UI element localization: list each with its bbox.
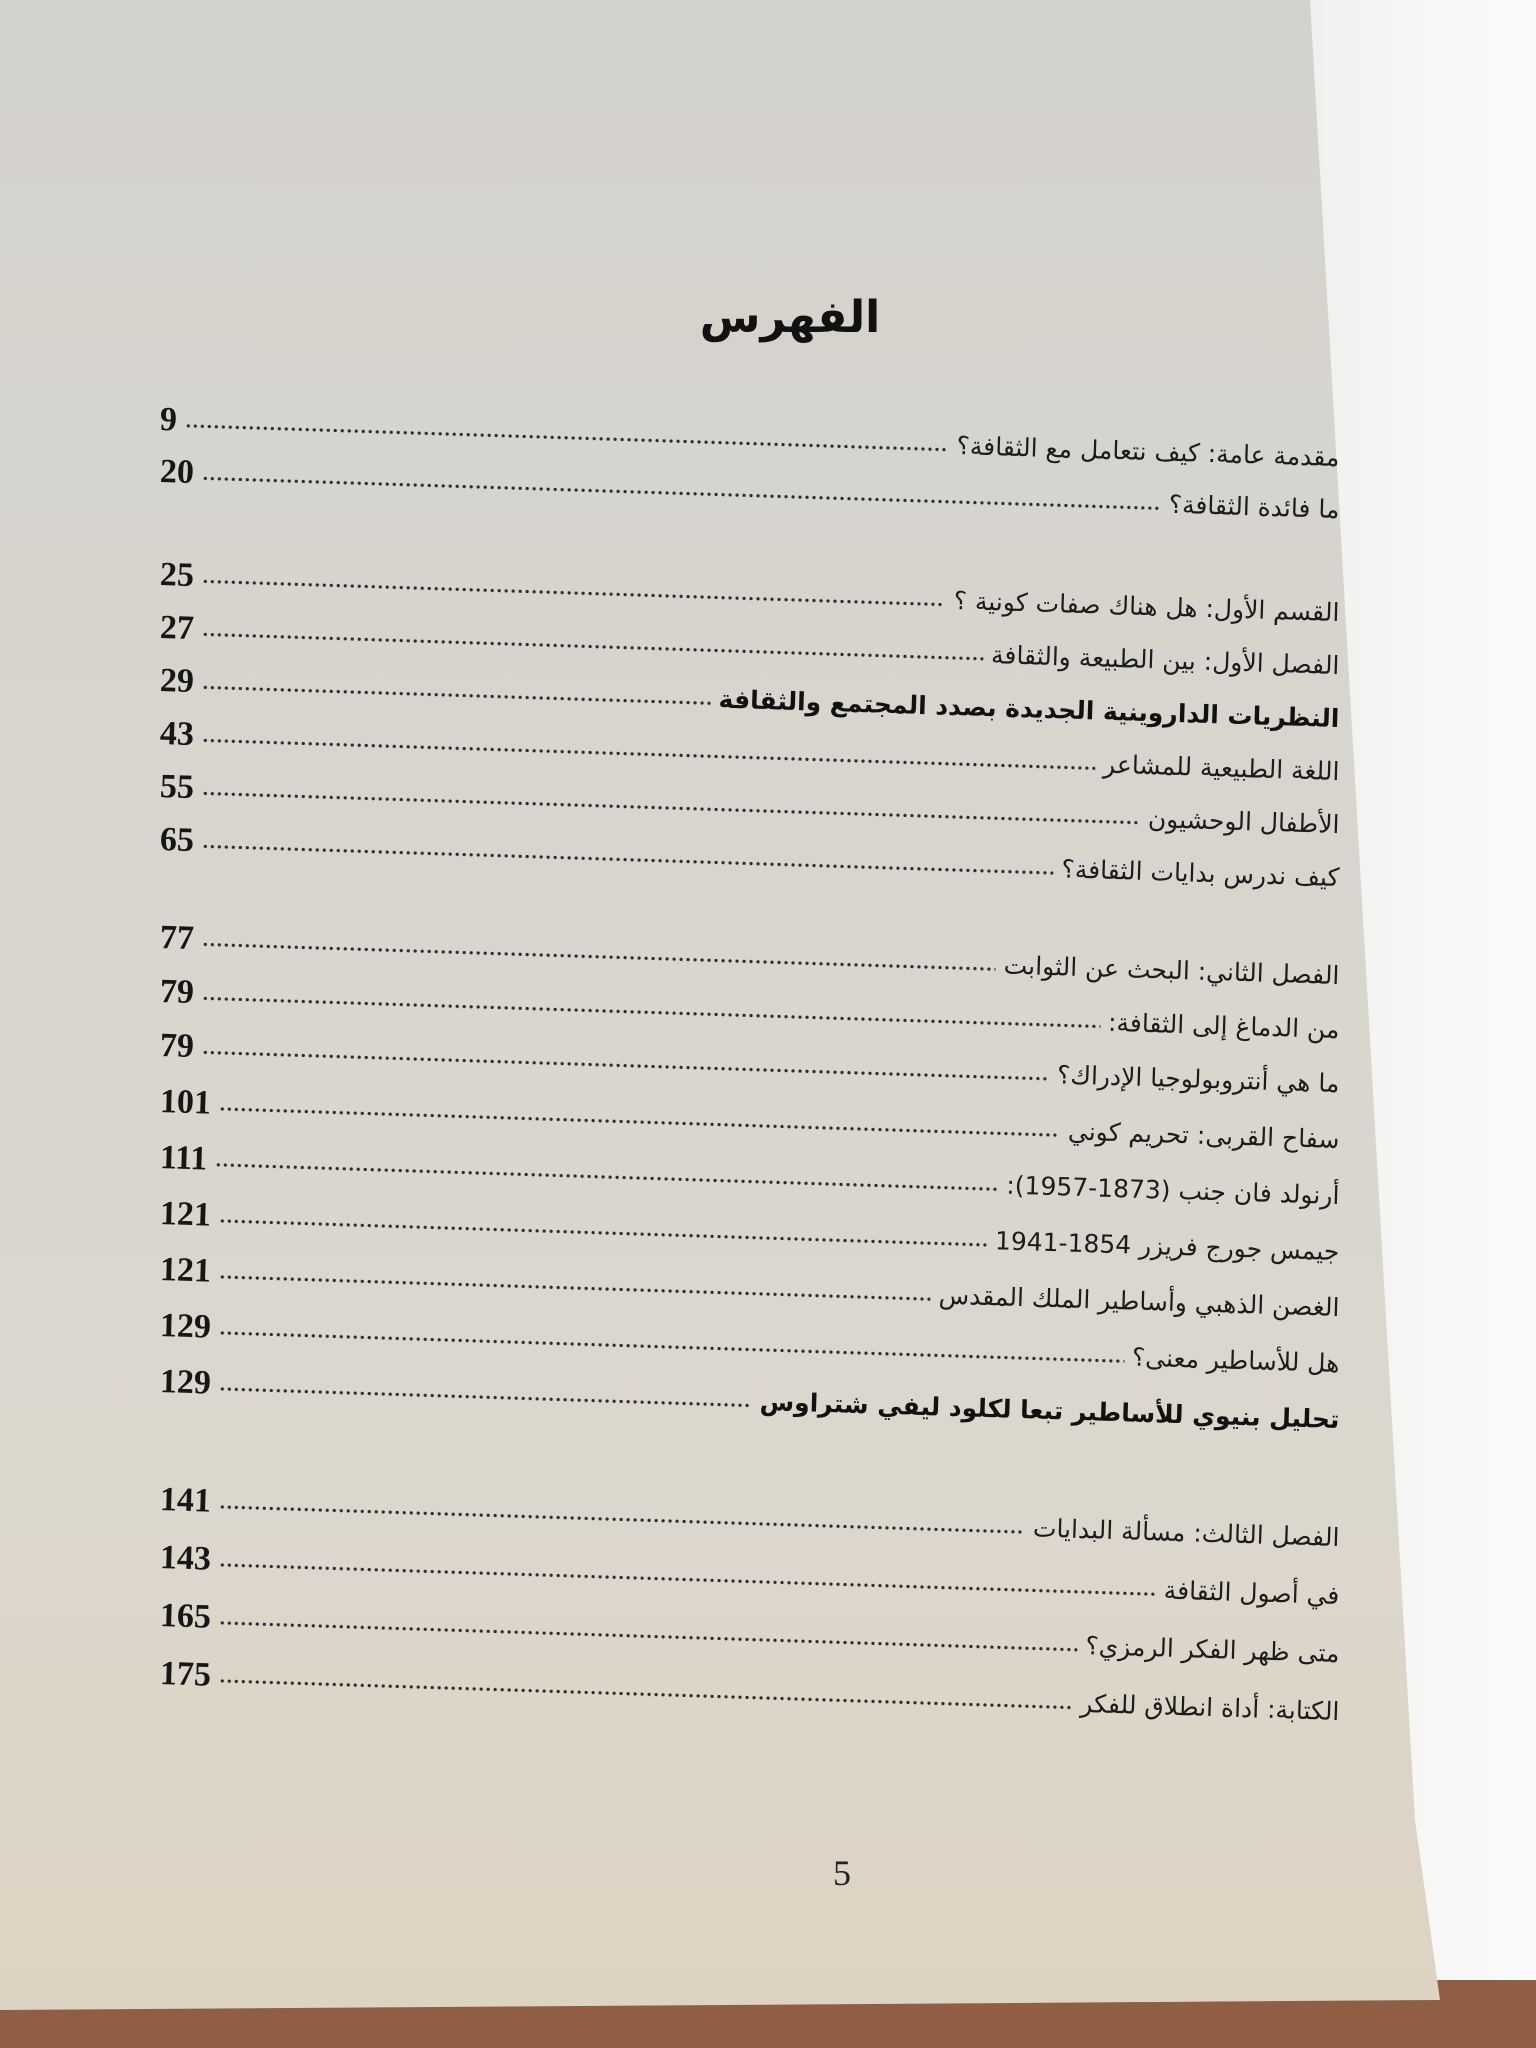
toc-entry-title: اللغة الطبيعية للمشاعر <box>1102 749 1340 786</box>
toc-entry-page: 9 <box>159 401 178 439</box>
toc-entry-page: 25 <box>159 556 195 595</box>
toc-entry-title: أرنولد فان جنب (1873-1957): <box>1005 1170 1340 1210</box>
toc-entry-title: النظريات الداروينية الجديدة بصدد المجتمع والثقافة <box>718 684 1340 733</box>
toc-entry-leader <box>219 1563 1156 1596</box>
toc-entry-page: 20 <box>159 453 195 492</box>
toc-entry-leader <box>202 942 996 971</box>
toc-entry-page: 79 <box>159 973 195 1012</box>
toc-entry-title: القسم الأول: هل هناك صفات كونية ؟ <box>953 585 1340 627</box>
toc-entry-page: 143 <box>159 1539 212 1578</box>
toc-entry-page: 129 <box>159 1307 212 1346</box>
toc-entry-title: متى ظهر الفكر الرمزي؟ <box>1085 1630 1340 1668</box>
toc-entry-page: 165 <box>159 1597 212 1636</box>
toc-entry-title: في أصول الثقافة <box>1163 1575 1340 1610</box>
toc-entry-page: 65 <box>159 821 195 860</box>
toc-entry-leader <box>202 996 1100 1028</box>
toc-entry-page: 27 <box>159 609 195 648</box>
toc-entry-title: جيمس جورج فريزر 1854-1941 <box>994 1225 1340 1266</box>
toc-entry-page: 29 <box>159 662 195 701</box>
toc-entry-page: 43 <box>159 715 195 754</box>
toc-entry-title: الغصن الذهبي وأساطير الملك المقدس <box>938 1279 1340 1322</box>
toc-entry-title: تحليل بنيوي للأساطير تبعا لكلود ليفي شتراوس <box>759 1386 1340 1434</box>
toc-entry-page: 175 <box>159 1655 212 1694</box>
toc-entry-leader <box>202 632 983 661</box>
toc-entry-title: الفصل الثاني: البحث عن الثوابت <box>1003 950 1340 990</box>
toc-entry-leader <box>219 1275 931 1301</box>
toc-entry-leader <box>219 1505 1025 1534</box>
toc-entry-title: الفصل الأول: بين الطبيعة والثقافة <box>990 639 1340 680</box>
toc-entry-leader <box>202 844 1054 875</box>
toc-entry-leader <box>185 424 949 452</box>
toc-entry-leader <box>219 1621 1078 1652</box>
toc-entry-page: 141 <box>159 1481 212 1520</box>
toc-entry-title: كيف ندرس بدايات الثقافة؟ <box>1061 853 1340 892</box>
toc-entry-leader <box>219 1331 1124 1363</box>
toc-entry-leader <box>219 1679 1073 1710</box>
toc-entry-leader <box>215 1163 998 1192</box>
toc-entry-leader <box>202 791 1140 824</box>
toc-entry-title: الأطفال الوحشيون <box>1147 803 1340 839</box>
toc-entry-leader <box>202 738 1095 770</box>
toc-entry-leader <box>202 1050 1049 1081</box>
toc-entry-title: ما فائدة الثقافة؟ <box>1168 489 1340 524</box>
toc-entry-title: من الدماغ إلى الثقافة: <box>1107 1007 1340 1044</box>
toc-entry-leader <box>219 1387 752 1408</box>
toc-entry-leader <box>202 685 711 705</box>
toc-entry-page: 79 <box>159 1027 195 1066</box>
toc-entry-page: 55 <box>159 768 195 807</box>
toc-title: الفهرس <box>699 292 881 343</box>
toc-entry-leader <box>219 1219 987 1247</box>
toc-entry-page: 77 <box>159 919 195 958</box>
toc-entry-page: 129 <box>159 1363 212 1402</box>
toc-entry-leader <box>219 1107 1060 1137</box>
page-number: 5 <box>833 1853 851 1893</box>
toc-entry-leader <box>202 579 946 606</box>
toc-entry-title: الفصل الثالث: مسألة البدايات <box>1032 1512 1340 1552</box>
toc-entry-page: 121 <box>159 1195 212 1234</box>
toc-entry-title: الكتابة: أداة انطلاق للفكر <box>1079 1688 1340 1726</box>
toc-entry-title: سفاح القربى: تحريم كوني <box>1067 1116 1340 1154</box>
toc-entry-title: ما هي أنتروبولوجيا الإدراك؟ <box>1056 1059 1340 1098</box>
toc-entry-page: 111 <box>159 1139 208 1178</box>
toc-entry-page: 101 <box>159 1083 212 1122</box>
toc-entry-title: مقدمة عامة: كيف نتعامل مع الثقافة؟ <box>956 430 1340 472</box>
toc-entry-leader <box>202 476 1161 510</box>
toc-entry-page: 121 <box>159 1251 212 1290</box>
toc-entry-title: هل للأساطير معنى؟ <box>1131 1342 1340 1378</box>
